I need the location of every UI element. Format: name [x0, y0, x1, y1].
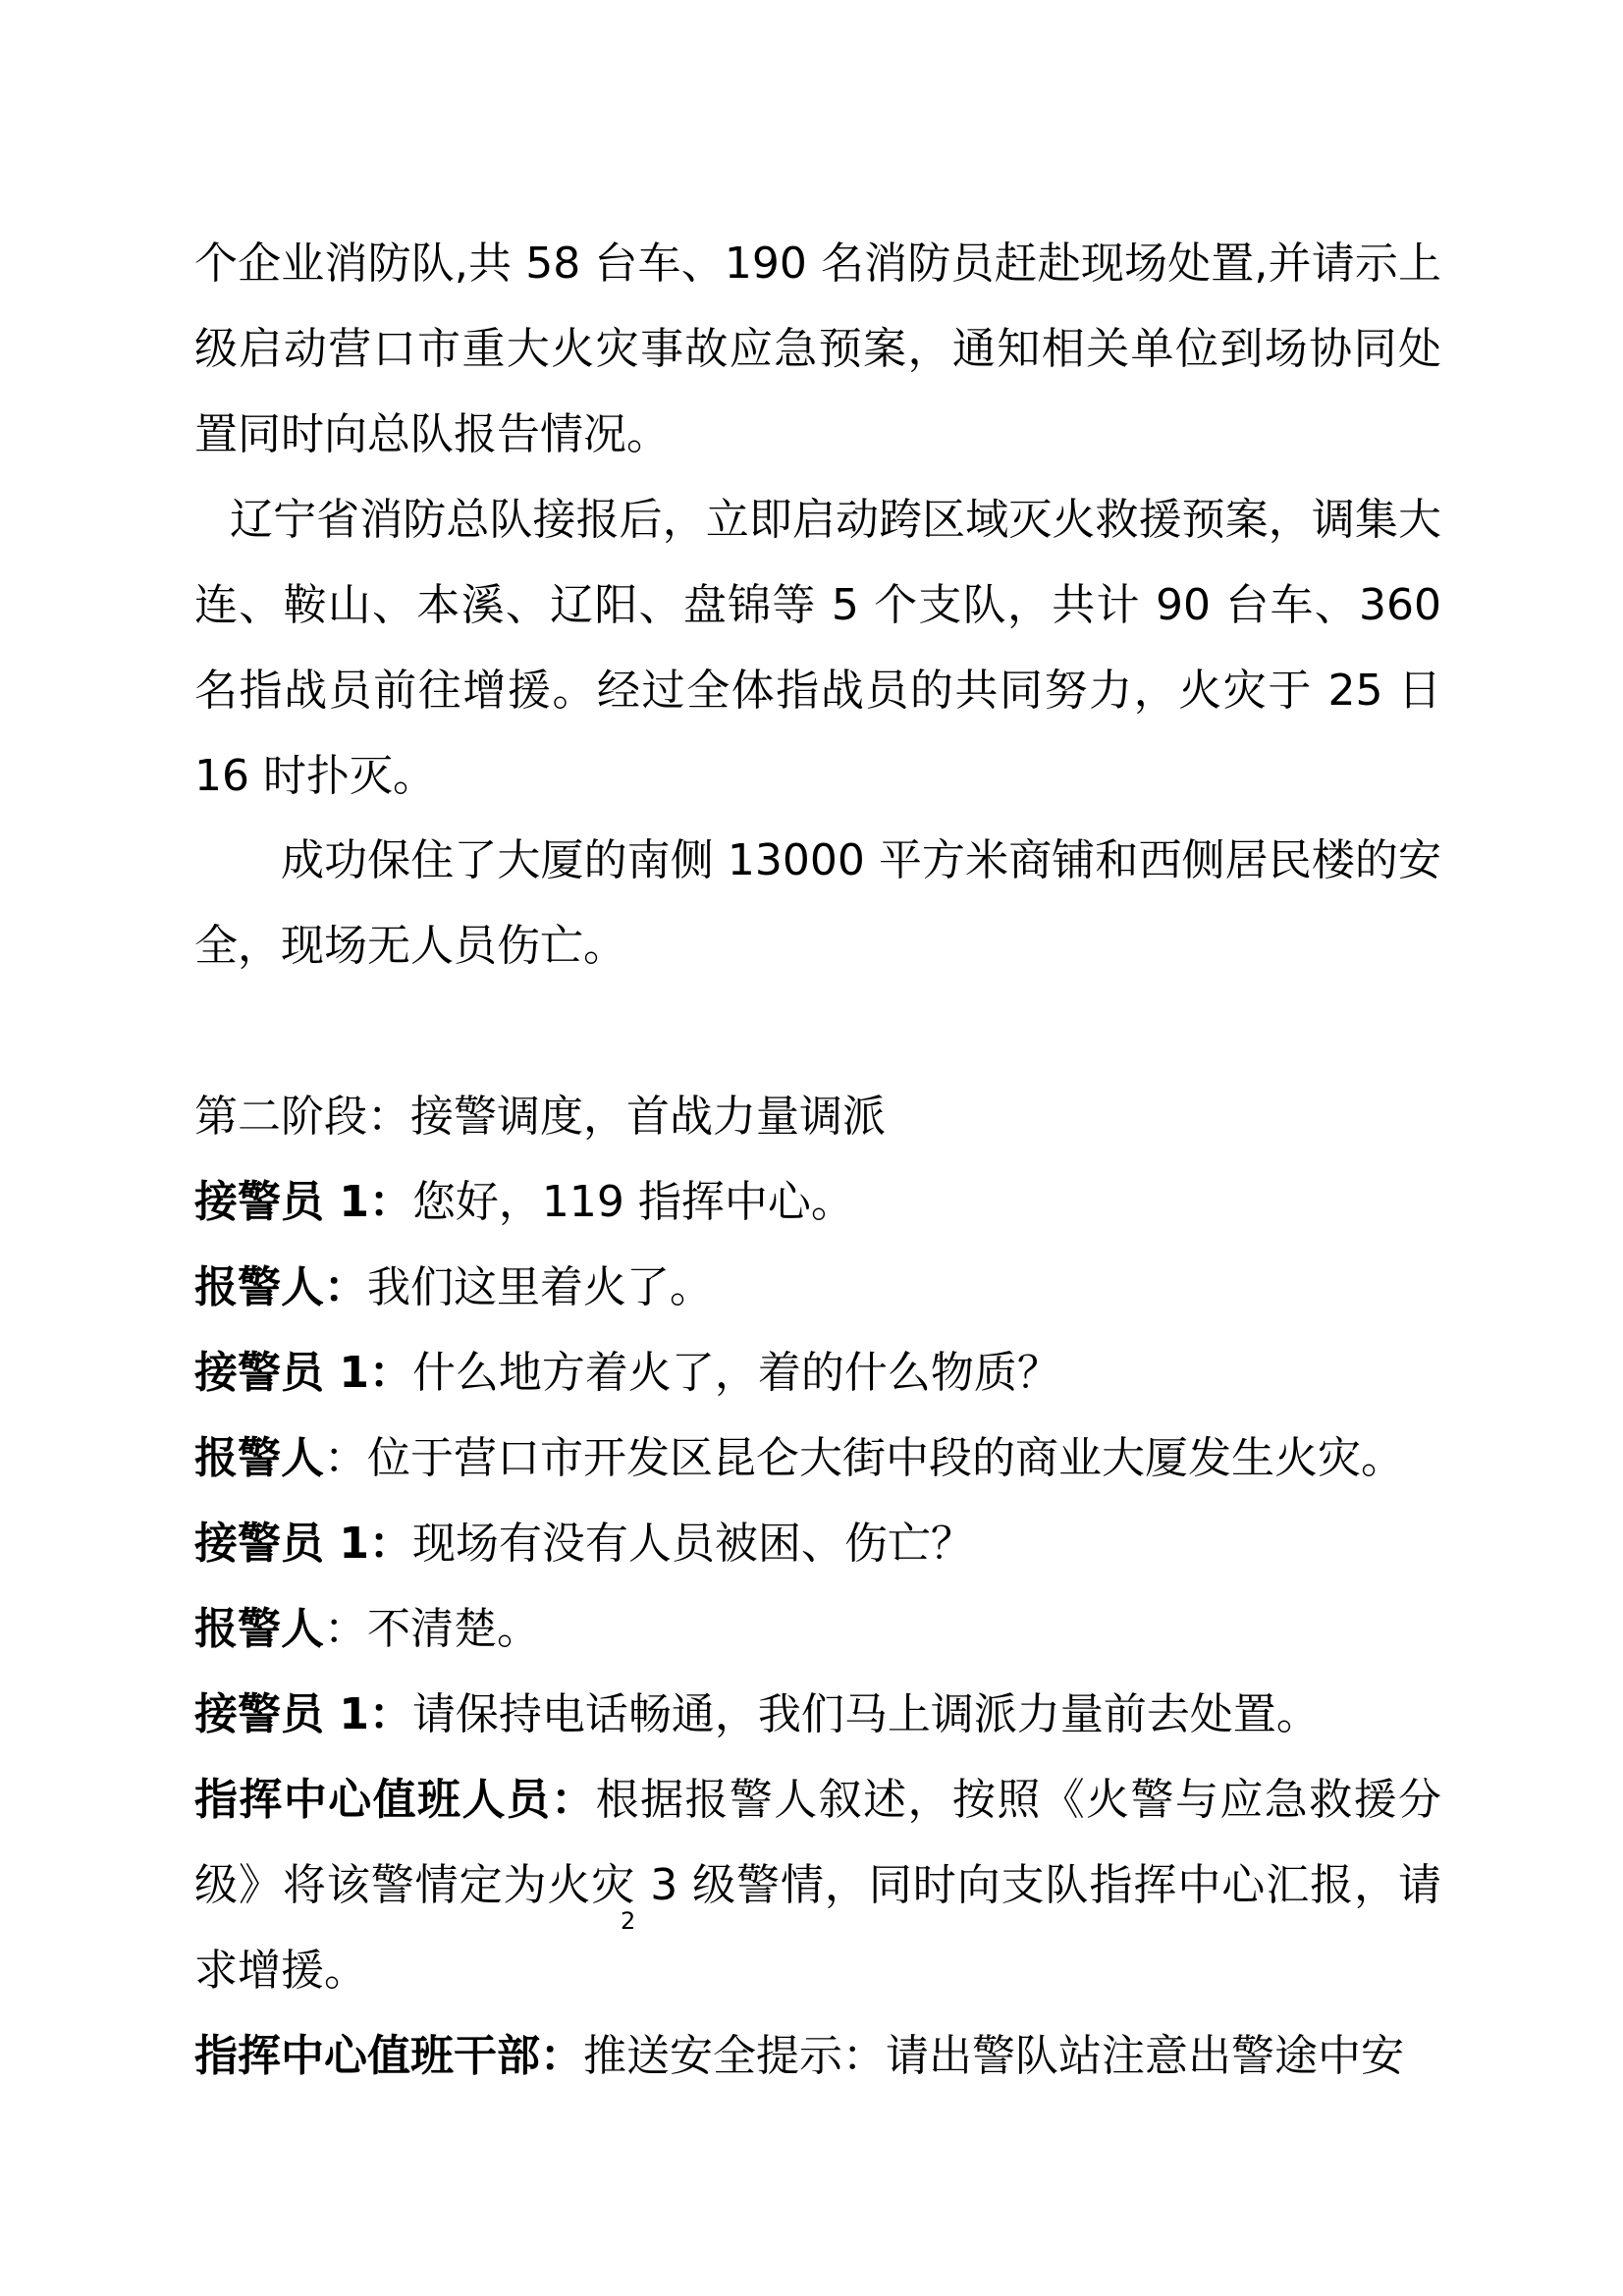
dialogue-line [194, 1586, 1461, 1672]
dialogue-text: 根据报警人叙述，按照《火警与应急救援分级》将该警情定为火灾 3 级警情，同时向支队指挥中心汇报，请求增援。 [194, 1775, 1442, 1996]
section-heading: 第二阶段：接警调度，首战力量调派 [194, 1092, 886, 1142]
speaker-label: 接警员 1： [194, 1519, 412, 1569]
dialogue-line [194, 1501, 1461, 1586]
speaker-label: 指挥中心值班干部： [194, 2031, 583, 2081]
dialogue-text: ：位于营口市开发区昆仑大街中段的商业大厦发生火灾。 [324, 1433, 1404, 1483]
paragraph-dispatch: 个企业消防队,共 58 台车、190 名消防员赶赴现场处置,并请示上级启动营口市重大火灾事故应急预案，通知相关单位到场协同处置同时向总队报告情况。 [194, 239, 1441, 459]
dialogue-text: ：不清楚。 [324, 1604, 540, 1654]
dialogue-line [194, 1757, 1441, 2013]
speaker-label: 报警人： [194, 1262, 367, 1312]
speaker-label: 接警员 1： [194, 1177, 412, 1227]
dialogue-line [194, 2013, 1461, 2099]
speaker-label: 接警员 1： [194, 1348, 412, 1398]
dialogue-line [194, 1415, 1461, 1501]
dialogue-text: 您好，119 指挥中心。 [411, 1177, 854, 1227]
dialogue-text: 请保持电话畅通，我们马上调派力量前去处置。 [411, 1689, 1320, 1739]
speaker-label: 接警员 1： [194, 1689, 412, 1739]
dialogue-text: 推送安全提示：请出警队站注意出警途中安 [583, 2031, 1404, 2081]
speaker-label: 指挥中心值班人员： [194, 1775, 596, 1825]
paragraph-result: 成功保住了大厦的南侧 13000 平方米商铺和西侧居民楼的安全，现场无人员伤亡。 [194, 835, 1441, 971]
dialogue-text: 我们这里着火了。 [367, 1262, 713, 1312]
speaker-label: 报警人 [194, 1433, 324, 1483]
dialogue-line [194, 1159, 1461, 1245]
dialogue-line [194, 1330, 1461, 1415]
speaker-label: 报警人 [194, 1604, 324, 1654]
dialogue-text: 现场有没有人员被困、伤亡？ [411, 1519, 974, 1569]
dialogue-text: 什么地方着火了，着的什么物质？ [411, 1348, 1060, 1398]
dialogue-line [194, 1245, 1461, 1330]
paragraph-reinforcement: 辽宁省消防总队接报后，立即启动跨区域灭火救援预案，调集大连、鞍山、本溪、辽阳、盘锦等 5 个支队，共计 90 台车、360 名指战员前往增援。经过全体指战员的共同努力，火灾于 25 日 16 时扑灭。 [194, 495, 1441, 801]
page-number: 2 [621, 1907, 636, 1935]
dialogue-line [194, 1672, 1461, 1757]
